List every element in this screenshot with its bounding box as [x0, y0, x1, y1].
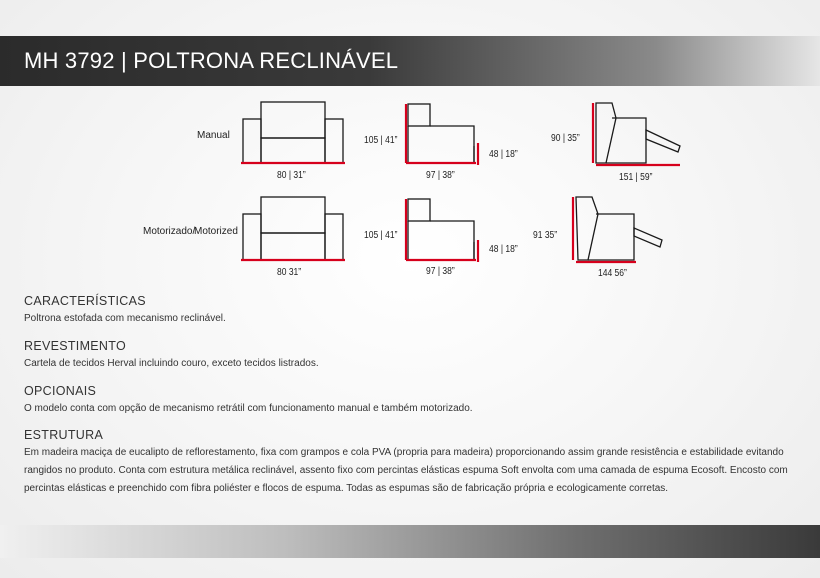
manual-side-depth-label: 97 | 38”	[426, 170, 455, 181]
manual-front-width-label: 80 | 31”	[277, 170, 306, 181]
section-revestimento	[24, 339, 804, 373]
section-text: Poltrona estofada com mecanismo reclinável.	[24, 313, 226, 324]
footer-bar	[0, 525, 820, 558]
section-opcionais	[24, 384, 804, 418]
motorized-front-view	[243, 197, 343, 260]
section-text: Em madeira maciça de eucalipto de reflorestamento, fixa com grampos e cola PVA (propria para madeira) proporcionando assim grande resistência e estabilidade evitando rangidos no produto. Conta com estrutura metálica reclinável, assento fixo com percintas elásticas espuma Soft envolta com uma camada de espuma Ecosoft. Encosto com percintas elásticas e preenchido com fibra poliéster e flocos de espuma. Todas as espumas são de fabricação própria e ecologicamente corretas.	[24, 447, 788, 494]
manual-side-seat-label: 48 | 18”	[489, 149, 518, 160]
motorized-side-depth-label: 97 | 38”	[426, 266, 455, 277]
motorized-side-view	[408, 199, 474, 260]
section-estrutura	[24, 428, 804, 498]
motorized-side-height-label: 105 | 41”	[364, 230, 398, 241]
section-text: Cartela de tecidos Herval incluindo couro, exceto tecidos listrados.	[24, 358, 319, 369]
manual-front-view	[243, 102, 343, 163]
section-title: ESTRUTURA	[24, 428, 104, 442]
motorized-reclined-view	[576, 197, 662, 260]
manual-reclined-height-label: 90 | 35”	[551, 133, 580, 144]
section-text: O modelo conta com opção de mecanismo retrátil com funcionamento manual e também motorizado.	[24, 403, 473, 414]
manual-side-view	[408, 104, 474, 163]
row-label-motorized-en: Motorized	[194, 226, 238, 237]
section-title: REVESTIMENTO	[24, 339, 126, 353]
manual-reclined-depth-label: 151 | 59”	[619, 172, 653, 183]
section-caracteristicas	[24, 294, 804, 328]
section-title: CARACTERÍSTICAS	[24, 294, 146, 308]
motorized-side-seat-label: 48 | 18”	[489, 244, 518, 255]
page-title: MH 3792 | POLTRONA RECLINÁVEL	[24, 48, 399, 73]
row-label-manual: Manual	[197, 130, 230, 141]
motorized-reclined-depth-label: 144 56”	[598, 268, 627, 279]
section-title: OPCIONAIS	[24, 384, 97, 398]
motorized-front-width-label: 80 31”	[277, 267, 302, 278]
manual-side-height-label: 105 | 41”	[364, 135, 398, 146]
manual-reclined-view	[596, 103, 680, 163]
motorized-reclined-height-label: 91 35”	[533, 230, 558, 241]
row-label-motorized-pt: Motorizado/	[143, 226, 196, 237]
